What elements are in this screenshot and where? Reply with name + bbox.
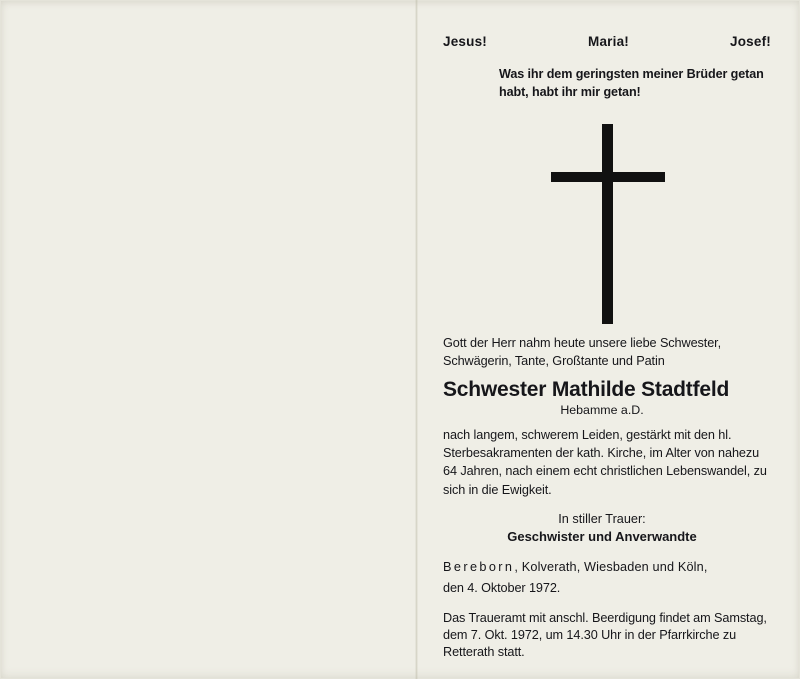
intro-text: Gott der Herr nahm heute unsere liebe Schwester, Schwägerin, Tante, Großtante und Patin xyxy=(443,335,721,369)
card-right-leaf xyxy=(418,0,800,679)
deceased-name: Schwester Mathilde Stadtfeld xyxy=(443,377,730,401)
invocation-maria: Maria! xyxy=(588,34,629,49)
mourning-label: In stiller Trauer: xyxy=(558,512,646,527)
places-additional: , Kolverath, Wiesbaden und Köln, xyxy=(514,560,708,575)
deceased-role: Hebamme a.D. xyxy=(560,402,644,417)
family-label: Geschwister und Anverwandte xyxy=(507,529,697,545)
latin-cross-icon xyxy=(543,124,673,324)
invocation-josef: Josef! xyxy=(730,34,771,49)
invocation-jesus: Jesus! xyxy=(443,34,487,49)
cross-container xyxy=(443,102,773,334)
place-primary: Bereborn xyxy=(443,560,515,575)
funeral-notice: Das Traueramt mit anschl. Beerdigung findet am Samstag, dem 7. Okt. 1972, um 14.30 Uhr in der Pfarrkirche zu Retterath statt. xyxy=(443,611,767,660)
holy-family-invocation xyxy=(443,34,771,49)
scripture-verse: Was ihr dem geringsten meiner Brüder getan habt, habt ihr mir getan! xyxy=(499,67,764,99)
date-line: den 4. Oktober 1972. xyxy=(443,580,561,595)
places-line xyxy=(443,558,773,576)
obituary-body: nach langem, schwerem Leiden, gestärkt mit den hl. Sterbesakramenten der kath. Kirche, im Alter von nahezu 64 Jahren, nach einem echt christlichen Lebenswandel, zu sich in die Ewigkeit. xyxy=(443,427,767,497)
